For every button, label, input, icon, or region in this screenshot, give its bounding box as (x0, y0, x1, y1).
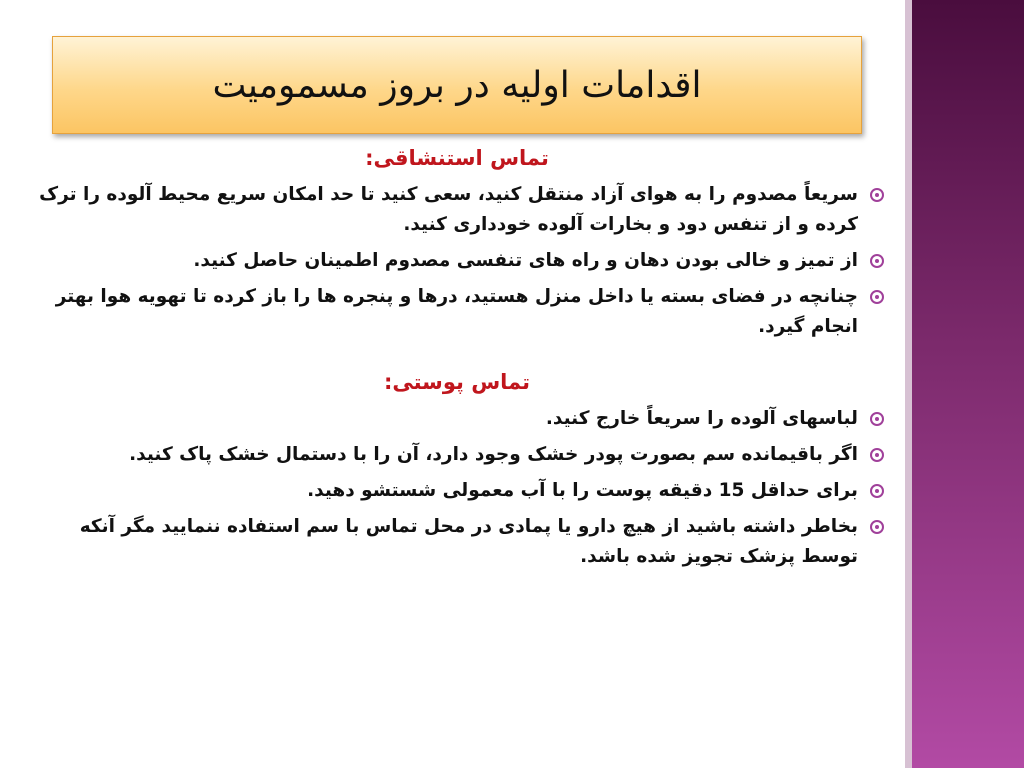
list-item-text: اگر باقیمانده سم بصورت پودر خشک وجود دارد، آن را با دستمال خشک پاک کنید. (129, 444, 858, 465)
list-item-text: سریعاً مصدوم را به هوای آزاد منتقل کنید، سعی کنید تا حد امکان سریع محیط آلوده را ترک کرده و از تنفس دود و بخارات آلوده خودداری کنید. (39, 184, 858, 235)
list-item-text: بخاطر داشته باشید از هیچ دارو یا پمادی در محل تماس با سم استفاده ننمایید مگر آنکه توسط پزشک تجویز شده باشد. (79, 516, 858, 567)
list-item-text: برای حداقل 15 دقیقه پوست را با آب معمولی شستشو دهید. (307, 480, 858, 501)
side-stripe (905, 0, 912, 768)
target-bullet-icon (870, 290, 884, 304)
target-bullet-icon (870, 520, 884, 534)
target-bullet-icon (870, 188, 884, 202)
target-bullet-icon (870, 412, 884, 426)
target-bullet-icon (870, 254, 884, 268)
list-item (30, 246, 884, 276)
list-item (30, 282, 884, 342)
list-item-text: چنانچه در فضای بسته یا داخل منزل هستید، درها و پنجره ها را باز کرده تا تهویه هوا بهتر انجام گیرد. (55, 286, 858, 337)
list-item (30, 512, 884, 572)
section-heading-inhalation: تماس استنشاقی: (365, 146, 549, 170)
section-heading-skin: تماس پوستی: (383, 370, 531, 394)
bullet-list-inhalation (30, 180, 884, 342)
list-item (30, 476, 884, 506)
side-decoration-band (912, 0, 1024, 768)
list-item-text: از تمیز و خالی بودن دهان و راه های تنفسی مصدوم اطمینان حاصل کنید. (193, 250, 858, 271)
list-item-text: لباسهای آلوده را سریعاً خارج کنید. (545, 408, 858, 429)
target-bullet-icon (870, 448, 884, 462)
slide-title: اقدامات اولیه در بروز مسمومیت (212, 64, 702, 106)
list-item (30, 440, 884, 470)
list-item (30, 404, 884, 434)
target-bullet-icon (870, 484, 884, 498)
bullet-list-skin (30, 404, 884, 572)
title-banner (52, 36, 862, 134)
list-item (30, 180, 884, 240)
slide-content (30, 142, 884, 578)
